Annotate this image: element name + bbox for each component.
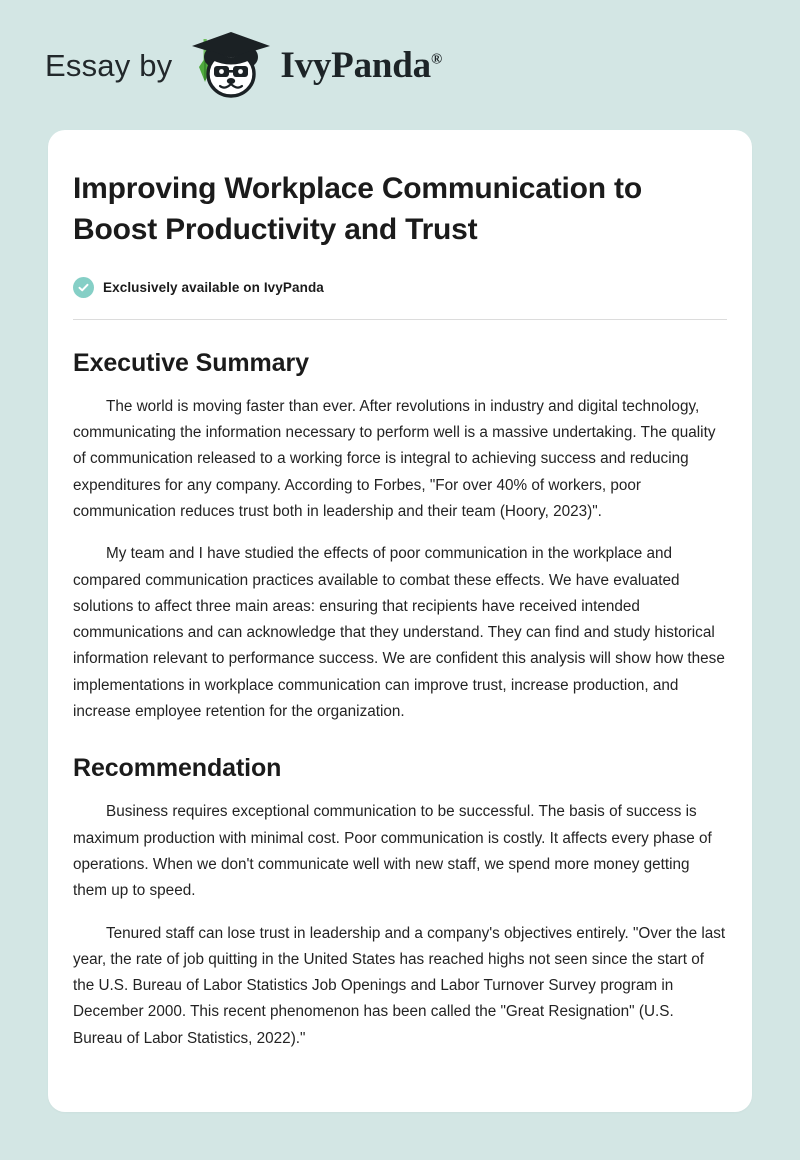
paragraph: The world is moving faster than ever. After revolutions in industry and digital technology, communicating the information necessary to perform well is a massive undertaking. The quality of communication released to a working force is integral to achieving success and reducing expenditures for any company. According to Forbes, "For over 40% of workers, poor communication reduces trust both in leadership and their team (Hoory, 2023)". [73,397,716,520]
essay-by-label: Essay by [45,47,173,83]
section-heading-executive-summary: Executive Summary [73,348,309,377]
page-title: Improving Workplace Communication to Boost Productivity and Trust [73,172,642,247]
ivypanda-panda-graduate-logo [182,30,270,100]
registered-trademark-symbol: ® [430,51,442,68]
paragraph: Tenured staff can lose trust in leadership and a company's objectives entirely. "Over the last year, the rate of job quitting in the United States has reached highs not seen since the start of the U.S. Bureau of Labor Statistics Job Openings and Labor Turnover Survey program in December 2000. This recent phenomenon has been called the "Great Resignation" (U.S. Bureau of Labor Statistics, 2022)." [73,924,726,1047]
section-heading-recommendation: Recommendation [73,754,282,783]
header-divider [73,319,727,320]
paragraph: Business requires exceptional communication to be successful. The basis of success is maximum production with minimal cost. Poor communication is costly. It affects every phase of operations. When we don't communicate well with new staff, we spend more money getting them up to speed. [73,803,712,900]
exclusive-availability-badge [73,277,727,298]
ivypanda-wordmark [280,44,442,86]
paragraph: My team and I have studied the effects of poor communication in the workplace and compared communication practices available to combat these effects. We have evaluated solutions to affect three main areas: ensuring that recipients have received intended communications and can acknowledge that they understand. They can find and study historical information relevant to performance success. We are confident this analysis will show how these implementations in workplace communication can improve trust, increase production, and increase employee retention for the organization. [73,545,725,721]
status-badge: Exclusively available on IvyPanda [103,279,324,295]
essay-document-card [48,130,752,1112]
ivypanda-logo-lockup[interactable] [45,30,442,100]
brand-header [0,0,800,130]
wordmark-text: IvyPanda [280,44,431,86]
check-circle-icon [73,277,94,298]
